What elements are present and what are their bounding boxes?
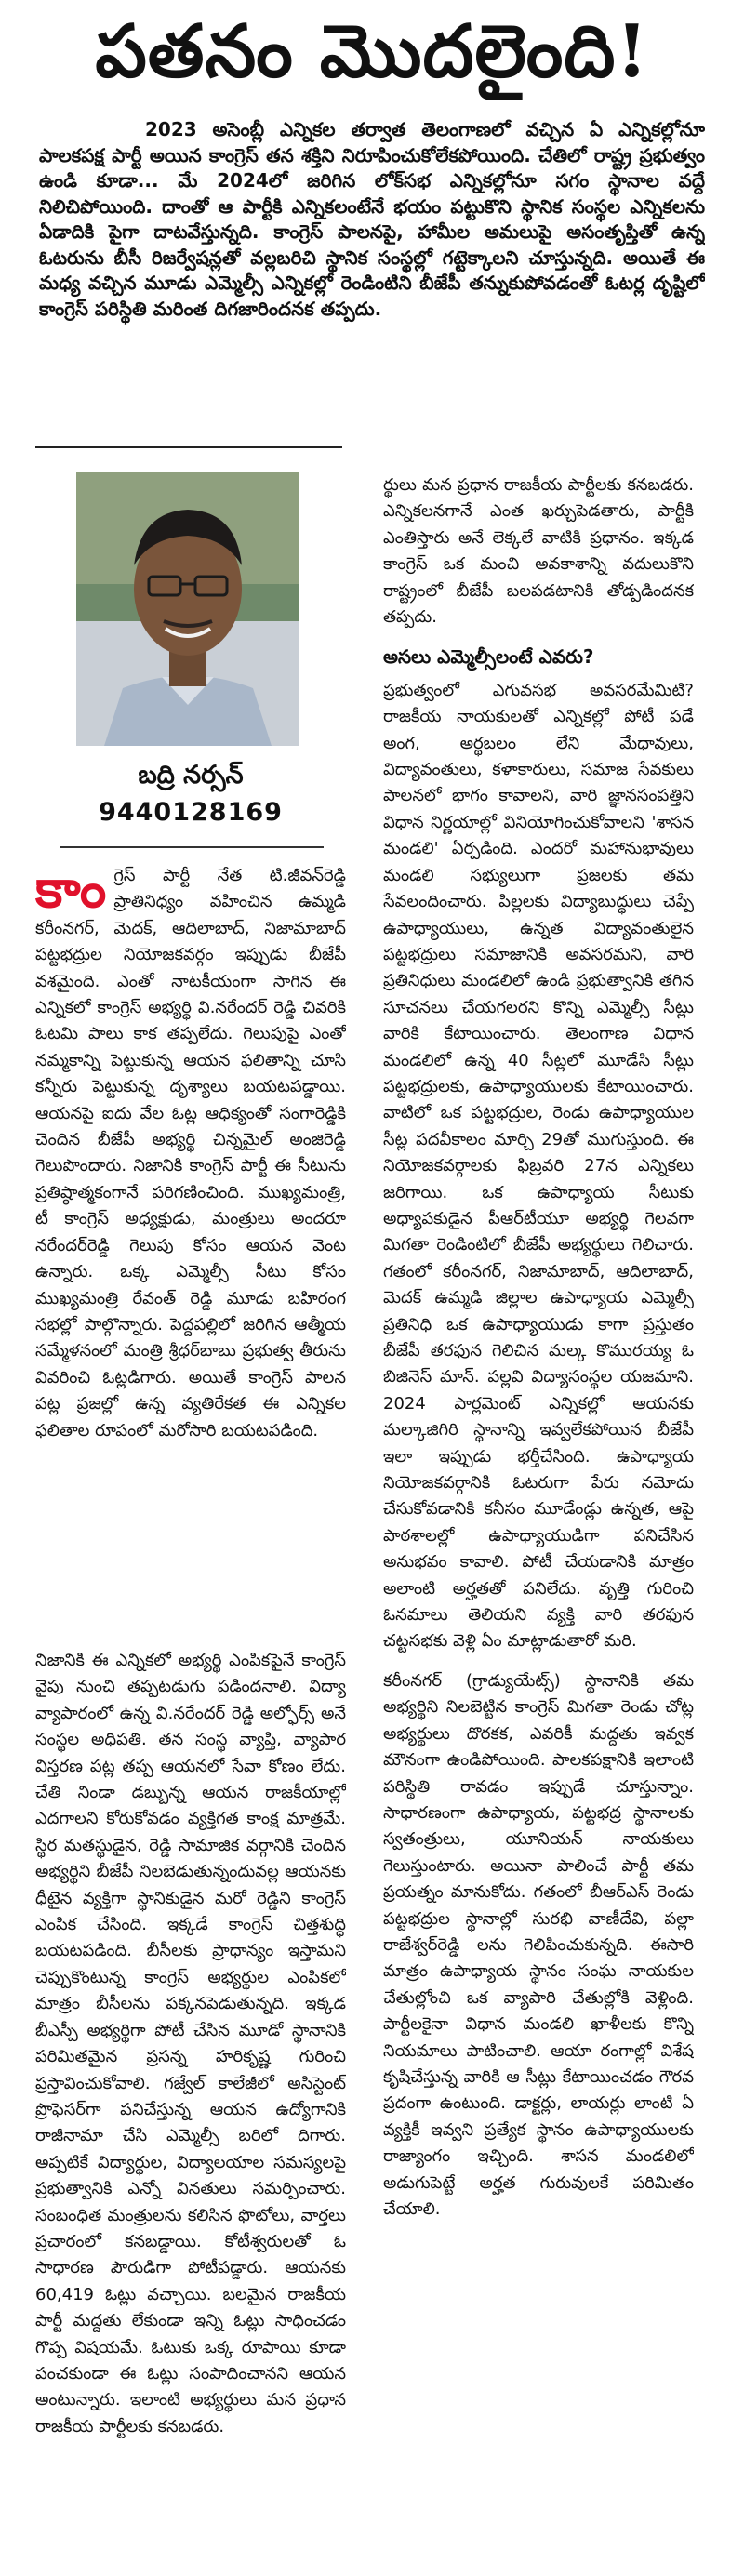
- author-photo: [76, 472, 299, 746]
- article-column-right: [383, 472, 694, 2569]
- article-column-left-top: [35, 863, 346, 1616]
- article-paragraph: కరీంనగర్ (గ్రాడ్యుయేట్స్) స్థానానికి తమ అభ్యర్థిని నిలబెట్టిన కాంగ్రెస్ మిగతా రెండు చోట్ల అభ్యర్థులు దొరకక, ఎవరికీ మద్దతు ఇవ్వక మౌనంగా ఉండిపోయింది. పాలకపక్షానికి ఇలాంటి పరిస్థితి రావడం ఇప్పుడే చూస్తున్నాం. సాధారణంగా ఉపాధ్యాయ, పట్టభద్ర స్థానాలకు స్వతంత్రులు, యూనియన్ నాయకులు గెలుస్తుంటారు. అయినా పాలించే పార్టీ తమ ప్రయత్నం మానుకోదు. గతంలో బీఆర్ఎస్ రెండు పట్టభద్రుల స్థానాల్లో సురభి వాణీదేవి, పల్లా రాజేశ్వర్‌రెడ్డి లను గెలిపించుకున్నది. ఈసారి మాత్రం ఉపాధ్యాయ స్థానం సంఘ నాయకుల చేతుల్లోంచి ఒక వ్యాపారి చేతుల్లోకి వెళ్లింది. పార్టీలకైనా విధాన మండలి ఖాళీలకు కొన్ని నియమాలు పాటించాలి. ఆయా రంగాల్లో విశేష కృషిచేస్తున్న వారికి ఆ సీట్లు కేటాయించడం గౌరవ ప్రదంగా ఉంటుంది. డాక్టర్లు, లాయర్లు లాంటి ఏ వ్యక్తికీ ఇవ్వని ప్రత్యేక స్థానం ఉపాధ్యాయులకు రాజ్యాంగం ఇచ్చింది. శాసన మండలిలో అడుగుపెట్టే అర్హత గురువులకే పరిమితం చేయాలి.: [383, 1670, 694, 2219]
- divider: [35, 446, 342, 448]
- intro-paragraph: [39, 117, 705, 426]
- author-byline: [56, 757, 326, 831]
- article-column-left-bottom: [35, 1648, 346, 2569]
- drop-cap: కాం: [35, 863, 107, 920]
- divider: [60, 846, 324, 848]
- author-name: బద్రి నర్సన్: [138, 761, 244, 790]
- author-phone: 9440128169: [99, 798, 283, 827]
- article-paragraph: ర్థులు మన ప్రధాన రాజకీయ పార్టీలకు కనబడరు. ఎన్నికలనగానే ఎంత ఖర్చుపెడతారు, పార్టీకి ఎంతిస్తారు అనే లెక్కలే వాటికి ప్రధానం. ఇక్కడ కాంగ్రెస్ ఒక మంచి అవకాశాన్ని వదులుకొని రాష్ట్రంలో బీజేపీ బలపడటానికి తోడ్పడిందనక తప్పదు.: [383, 475, 694, 628]
- article-paragraph: ప్రభుత్వంలో ఎగువసభ అవసరమేమిటి? రాజకీయ నాయకులతో ఎన్నికల్లో పోటీ పడే అంగ, అర్థబలం లేని మేధావులు, విద్యావంతులు, కళాకారులు, సమాజ సేవకులు పాలనలో భాగం కావాలని, వారి జ్ఞానసంపత్తిని విధాన నిర్ణయాల్లో వినియోగించుకోవాలని 'శాసన మండలి' ఏర్పడింది. ఎందరో మహానుభావులు మండలి సభ్యులుగా ప్రజలకు తమ సేవలందించారు. పిల్లలకు విద్యాబుద్ధులు చెప్పే ఉపాధ్యాయులు, ఉన్నత విద్యావంతులైన పట్టభద్రులు సమాజానికి అవసరమని, వారి ప్రతినిధులు మండలిలో ఉండి ప్రభుత్వానికి తగిన సూచనలు చేయగలరని కొన్ని ఎమ్మెల్సీ సీట్లు వారికి కేటాయించారు. తెలంగాణ విధాన మండలిలో ఉన్న 40 సీట్లలో మూడేసి సీట్లు పట్టభద్రులకు, ఉపాధ్యాయులకు కేటాయించారు. వాటిలో ఒక పట్టభద్రుల, రెండు ఉపాధ్యాయుల సీట్ల పదవీకాలం మార్చి 29తో ముగుస్తుంది. ఈ నియోజకవర్గాలకు ఫిబ్రవరి 27న ఎన్నికలు జరిగాయి. ఒక ఉపాధ్యాయ సీటుకు అధ్యాపకుడైన పీఆర్‌టీయూ అభ్యర్థి గెలవగా మిగతా రెండింటిలో బీజేపీ అభ్యర్థులు గెలిచారు. గతంలో కరీంనగర్, నిజామాబాద్, ఆదిలాబాద్, మెదక్ ఉమ్మడి జిల్లాల ఉపాధ్యాయ ఎమ్మెల్సీ ప్రతినిధి ఒక ఉపాధ్యాయుడు కాగా ప్రస్తుతం బీజేపీ తరఫున గెలిచిన మల్క కొమురయ్య ఓ బిజినెస్ మాన్. పల్లవి విద్యాసంస్థల యజమాని. 2024 పార్లమెంట్ ఎన్నికల్లో ఆయనకు మల్కాజిగిరి స్థానాన్ని ఇవ్వలేకపోయిన బీజేపీ ఇలా ఇప్పుడు భర్తీచేసింది. ఉపాధ్యాయ నియోజకవర్గానికి ఓటరుగా పేరు నమోదు చేసుకోవడానికి కనీసం మూడేండ్లు ఉన్నత, ఆపై పాఠశాలల్లో ఉపాధ్యాయుడిగా పనిచేసిన అనుభవం కావాలి. పోటీ చేయడానికి మాత్రం అలాంటి అర్హతతో పనిలేదు. వృత్తి గురించి ఓనమాలు తెలియని వ్యక్తి వారి తరఫున చట్టసభకు వెళ్లి ఏం మాట్లాడుతారో మరి.: [383, 680, 694, 1652]
- article-paragraph: నిజానికి ఈ ఎన్నికలో అభ్యర్థి ఎంపికపైనే కాంగ్రెస్ వైపు నుంచి తప్పటడుగు పడిందనాలి. విద్యా వ్యాపారంలో ఉన్న వి.నరేందర్ రెడ్డి అల్ఫోర్స్ అనే సంస్థల అధిపతి. తన సంస్థ వ్యాప్తి, వ్యాపార విస్తరణ పట్ల తప్ప ఆయనలో సేవా కోణం లేదు. చేతి నిండా డబ్బున్న ఆయన రాజకీయాల్లో ఎదగాలని కోరుకోవడం వ్యక్తిగత కాంక్ష మాత్రమే. స్థిర మతస్థుడైన, రెడ్డి సామాజిక వర్గానికి చెందిన అభ్యర్థిని బీజేపీ నిలబెడుతున్నందువల్ల ఆయనకు ధీటైన వ్యక్తిగా స్థానికుడైన మరో రెడ్డిని కాంగ్రెస్ ఎంపిక చేసింది. ఇక్కడే కాంగ్రెస్ చిత్తశుద్ధి బయటపడింది. బీసీలకు ప్రాధాన్యం ఇస్తామని చెప్పుకొంటున్న కాంగ్రెస్ అభ్యర్థుల ఎంపికలో మాత్రం బీసీలను పక్కనపెడుతున్నది. ఇక్కడ బీఎస్పీ అభ్యర్థిగా పోటీ చేసిన మూడో స్థానానికి పరిమితమైన ప్రసన్న హరికృష్ణ గురించి ప్రస్తావించుకోవాలి. గజ్వేల్ కాలేజీలో అసిస్టెంట్ ప్రొఫెసర్‌గా పనిచేస్తున్న ఆయన ఉద్యోగానికి రాజీనామా చేసి ఎమ్మెల్సీ బరిలో దిగారు. అప్పటికే విద్యార్థుల, విద్యాలయాల సమస్యలపై ప్రభుత్వానికి ఎన్నో వినతులు సమర్పించారు. సంబంధిత మంత్రులను కలిసిన ఫొటోలు, వార్తలు ప్రచారంలో కనబడ్డాయి. కోటీశ్వరులతో ఓ సాధారణ పౌరుడిగా పోటీపడ్డారు. ఆయనకు 60,419 ఓట్లు వచ్చాయి. బలమైన రాజకీయ పార్టీ మద్దతు లేకుండా ఇన్ని ఓట్లు సాధించడం గొప్ప విషయమే. ఓటుకు ఒక్క రూపాయి కూడా పంచకుండా ఈ ఓట్లు సంపాదించానని ఆయన అంటున్నారు. ఇలాంటి అభ్యర్థులు మన ప్రధాన రాజకీయ పార్టీలకు కనబడరు.: [35, 1651, 346, 2437]
- author-portrait-image: [76, 472, 299, 746]
- intro-text: 2023 అసెంబ్లీ ఎన్నికల తర్వాత తెలంగాణలో వచ్చిన ఏ ఎన్నికల్లోనూ పాలకపక్ష పార్టీ అయిన కాంగ్రెస్ తన శక్తిని నిరూపించుకోలేకపోయింది. చేతిలో రాష్ట్ర ప్రభుత్వం ఉండి కూడా... మే 2024లో జరిగిన లోక్‌సభ ఎన్నికల్లోనూ సగం స్థానాల వద్దే నిలిచిపోయింది. దాంతో ఆ పార్టీకి ఎన్నికలంటేనే భయం పట్టుకొని స్థానిక సంస్థల ఎన్నికలను ఏడాదికి పైగా దాటవేస్తున్నది. కాంగ్రెస్ పాలనపై, హామీల అమలుపై అసంతృప్తితో ఉన్న ఓటరును బీసీ రిజర్వేషన్లతో వల్లబరిచి స్థానిక సంస్థల్లో గట్టెక్కాలని చూస్తున్నది. అయితే ఈ మధ్య వచ్చిన మూడు ఎమ్మెల్సీ ఎన్నికల్లో రెండింటిని బీజేపీ తన్నుకుపోవడంతో ఓటర్ల దృష్టిలో కాంగ్రెస్ పరిస్థితి మరింత దిగజారిందనక తప్పదు.: [39, 118, 705, 320]
- section-subheading: అసలు ఎమ్మెల్సీలంటే ఎవరు?: [383, 645, 594, 669]
- article-paragraph: గ్రెస్ పార్టీ నేత టి.జీవన్‌రెడ్డి ప్రాతినిధ్యం వహించిన ఉమ్మడి కరీంనగర్, మెదక్, ఆదిలాబాద్, నిజామాబాద్ పట్టభద్రుల నియోజకవర్గం ఇప్పుడు బీజేపీ వశమైంది. ఎంతో నాటకీయంగా సాగిన ఈ ఎన్నికలో కాంగ్రెస్ అభ్యర్థి వి.నరేందర్ రెడ్డి చివరికి ఓటమి పాలు కాక తప్పలేదు. గెలుపుపై ఎంతో నమ్మకాన్ని పెట్టుకున్న ఆయన ఫలితాన్ని చూసి కన్నీరు పెట్టుకున్న దృశ్యాలు బయటపడ్డాయి. ఆయనపై ఐదు వేల ఓట్ల ఆధిక్యంతో సంగారెడ్డికి చెందిన బీజేపీ అభ్యర్థి చిన్నమైల్ అంజిరెడ్డి గెలుపొందారు. నిజానికి కాంగ్రెస్ పార్టీ ఈ సీటును ప్రతిష్ఠాత్మకంగానే పరిగణించింది. ముఖ్యమంత్రి, టీ కాంగ్రెస్ అధ్యక్షుడు, మంత్రులు అందరూ నరేందర్‌రెడ్డి గెలుపు కోసం ఆయన వెంట ఉన్నారు. ఒక్క ఎమ్మెల్సీ సీటు కోసం ముఖ్యమంత్రి రేవంత్ రెడ్డి మూడు బహిరంగ సభల్లో పాల్గొన్నారు. పెద్దపల్లిలో జరిగిన ఆత్మీయ సమ్మేళనంలో మంత్రి శ్రీధర్‌బాబు ప్రభుత్వ తీరును వివరించి ఓట్లడిగారు. అయితే కాంగ్రెస్ పాలన పట్ల ప్రజల్లో ఉన్న వ్యతిరేకత ఈ ఎన్నికల ఫలితాల రూపంలో మరోసారి బయటపడింది.: [35, 866, 346, 1441]
- headline: పతనం మొదలైంది!: [95, 9, 649, 94]
